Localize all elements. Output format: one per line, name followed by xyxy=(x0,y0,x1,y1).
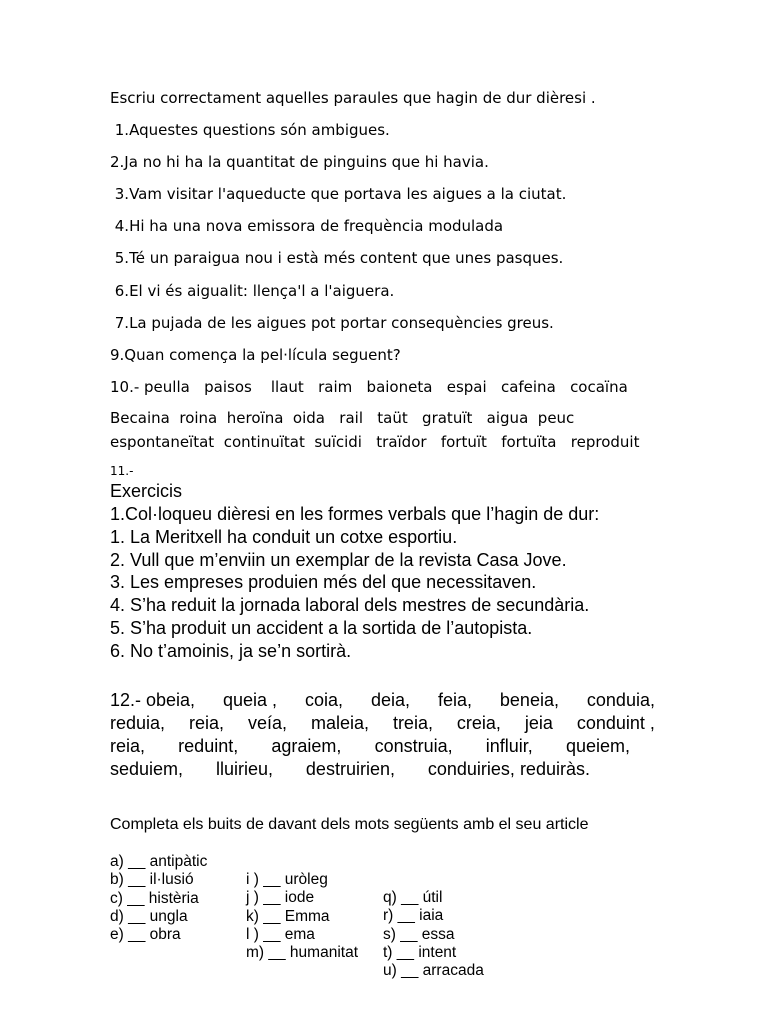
word-12: maleia, xyxy=(310,713,369,733)
article-item: r) __ iaia xyxy=(383,907,444,924)
word-12: beneia, xyxy=(499,690,559,710)
word-12: reduint, xyxy=(178,736,239,756)
word-12: treia, xyxy=(392,713,433,733)
sentence-9: 9.Quan comença la pel·lícula seguent? xyxy=(110,346,401,364)
article-item: m) __ humanitat xyxy=(246,944,358,961)
exercicis-item-1: 1. La Meritxell ha conduit un cotxe esportiu. xyxy=(110,527,458,547)
words-12-line-1 xyxy=(110,690,655,711)
word-12: reia, xyxy=(110,736,146,756)
exercicis-item-6: 6. No t’amoinis, ja se’n sortirà. xyxy=(110,641,352,661)
article-item: k) __ Emma xyxy=(246,908,330,925)
exercise-header: Escriu correctament aquelles paraules que hagin de dur dièresi . xyxy=(110,89,596,107)
word-12: veía, xyxy=(247,713,287,733)
sentence-3: 3.Vam visitar l'aqueducte que portava les aigues a la ciutat. xyxy=(110,185,567,203)
word-12: conduiries, reduiràs. xyxy=(427,759,590,779)
article-item: c) __ histèria xyxy=(110,890,199,907)
word-12: conduia, xyxy=(586,690,655,710)
article-item: i ) __ uròleg xyxy=(246,871,328,888)
article-item: t) __ intent xyxy=(383,944,457,961)
word-12: conduint , xyxy=(576,713,655,733)
article-item: u) __ arracada xyxy=(383,962,484,979)
article-item: d) __ ungla xyxy=(110,908,188,925)
word-12: deia, xyxy=(370,690,410,710)
sentence-7: 7.La pujada de les aigues pot portar consequències greus. xyxy=(110,314,554,332)
article-item: a) __ antipàtic xyxy=(110,853,208,870)
word-12: queiem, xyxy=(565,736,630,756)
words-10-line-3: espontaneïtat continuïtat suïcidi traïdor fortuït fortuïta reproduit xyxy=(110,433,640,451)
article-item: b) __ il·lusió xyxy=(110,871,194,888)
exercicis-title: Exercicis xyxy=(110,481,183,501)
word-12: queia , xyxy=(223,690,278,710)
words-10-line-1: 10.- peulla paisos llaut raim baioneta espai cafeina cocaïna xyxy=(110,378,628,396)
sentence-5: 5.Té un paraigua nou i està més content que unes pasques. xyxy=(110,249,564,267)
words-12-line-4 xyxy=(110,759,590,780)
words-12-line-3 xyxy=(110,736,630,757)
word-12: seduiem, xyxy=(110,759,184,779)
word-12: influir, xyxy=(485,736,533,756)
word-12: lluirieu, xyxy=(215,759,273,779)
articles-title: Completa els buits de davant dels mots següents amb el seu article xyxy=(110,816,589,833)
word-12: 12.- obeia, xyxy=(110,690,196,710)
exercicis-item-2: 2. Vull que m’enviin un exemplar de la revista Casa Jove. xyxy=(110,550,567,570)
sentence-4: 4.Hi ha una nova emissora de frequència modulada xyxy=(110,217,504,235)
exercicis-item-3: 3. Les empreses produien més del que necessitaven. xyxy=(110,572,537,592)
exercicis-item-4: 4. S’ha reduit la jornada laboral dels mestres de secundària. xyxy=(110,595,590,615)
article-item: s) __ essa xyxy=(383,926,455,943)
word-12: destruirien, xyxy=(305,759,395,779)
exercicis-instruction: 1.Col·loqueu dièresi en les formes verbals que l’hagin de dur: xyxy=(110,504,600,524)
words-12-line-2 xyxy=(110,713,655,734)
words-10-line-2: Becaina roina heroïna oida rail taüt gratuït aigua peuc xyxy=(110,409,575,427)
word-12: reia, xyxy=(189,713,225,733)
word-12: coia, xyxy=(304,690,344,710)
sentence-1: 1.Aquestes questions són ambigues. xyxy=(110,121,390,139)
article-item: e) __ obra xyxy=(110,926,181,943)
word-12: reduia, xyxy=(110,713,166,733)
exercicis-item-5: 5. S’ha produit un accident a la sortida de l’autopista. xyxy=(110,618,533,638)
sentence-2: 2.Ja no hi ha la quantitat de pinguins que hi havia. xyxy=(110,153,489,171)
label-11: 11.- xyxy=(110,464,134,478)
article-item: q) __ útil xyxy=(383,889,443,906)
word-12: jeia xyxy=(524,713,553,733)
word-12: agraiem, xyxy=(271,736,342,756)
word-12: construia, xyxy=(374,736,453,756)
word-12: creia, xyxy=(456,713,501,733)
article-item: j ) __ iode xyxy=(246,889,315,906)
sentence-6: 6.El vi és aigualit: llença'l a l'aiguera. xyxy=(110,282,395,300)
word-12: feia, xyxy=(437,690,472,710)
article-item: l ) __ ema xyxy=(246,926,315,943)
